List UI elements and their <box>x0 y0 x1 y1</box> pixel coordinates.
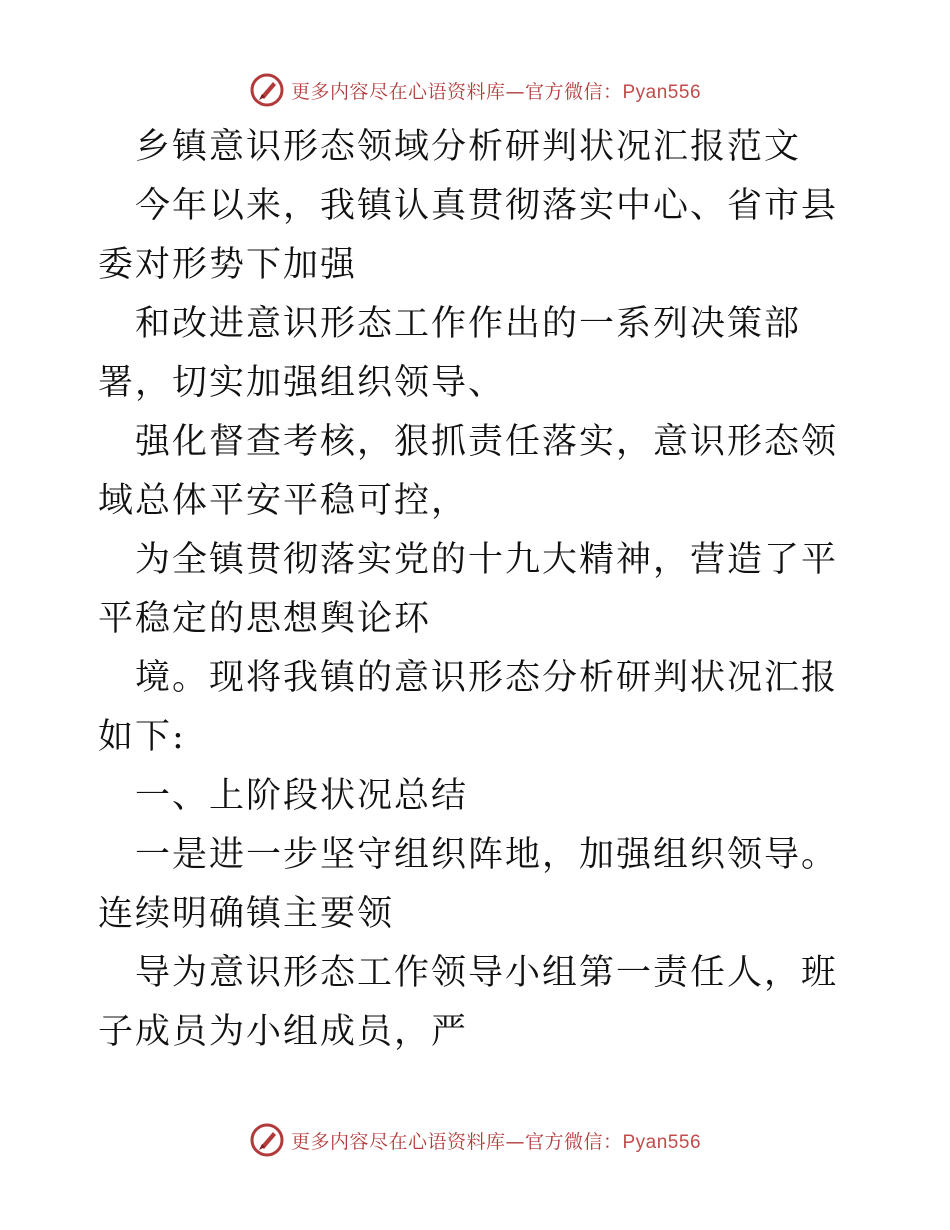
flame-pen-logo-icon <box>249 1122 285 1158</box>
footer-watermark <box>0 1120 950 1160</box>
watermark-dash: — <box>505 80 525 103</box>
paragraph-7: 导为意识形态工作领导小组第一责任人，班子成员为小组成员，严 <box>98 953 839 1052</box>
document-body <box>98 118 858 1062</box>
paragraph-5: 境。现将我镇的意识形态分析研判状况汇报如下: <box>98 658 839 757</box>
paragraph-3: 强化督查考核，狠抓责任落实，意识形态领域总体平安平稳可控， <box>98 422 839 521</box>
paragraph-6: 一是进一步坚守组织阵地，加强组织领导。连续明确镇主要领 <box>98 835 839 934</box>
watermark-wechat-id: Pyan556 <box>622 81 702 103</box>
watermark-text <box>291 1127 701 1154</box>
watermark-wechat-id: Pyan556 <box>622 1131 702 1153</box>
paragraph-1: 今年以来，我镇认真贯彻落实中心、省市县委对形势下加强 <box>98 186 839 285</box>
watermark-brand: 更多内容尽在心语资料库 <box>290 80 506 103</box>
header-watermark <box>0 70 950 110</box>
flame-pen-logo-icon <box>249 72 285 108</box>
paragraph-2: 和改进意识形态工作作出的一系列决策部署，切实加强组织领导、 <box>98 304 802 403</box>
watermark-text <box>291 77 701 104</box>
watermark-dash: — <box>505 1130 525 1153</box>
watermark-official: 官方微信： <box>524 1130 623 1153</box>
section-heading-1: 一、上阶段状况总结 <box>135 776 469 816</box>
watermark-brand: 更多内容尽在心语资料库 <box>290 1130 506 1153</box>
watermark-official: 官方微信： <box>524 80 623 103</box>
paragraph-4: 为全镇贯彻落实党的十九大精神，营造了平平稳定的思想舆论环 <box>98 540 839 639</box>
document-title: 乡镇意识形态领域分析研判状况汇报范文 <box>135 127 802 167</box>
